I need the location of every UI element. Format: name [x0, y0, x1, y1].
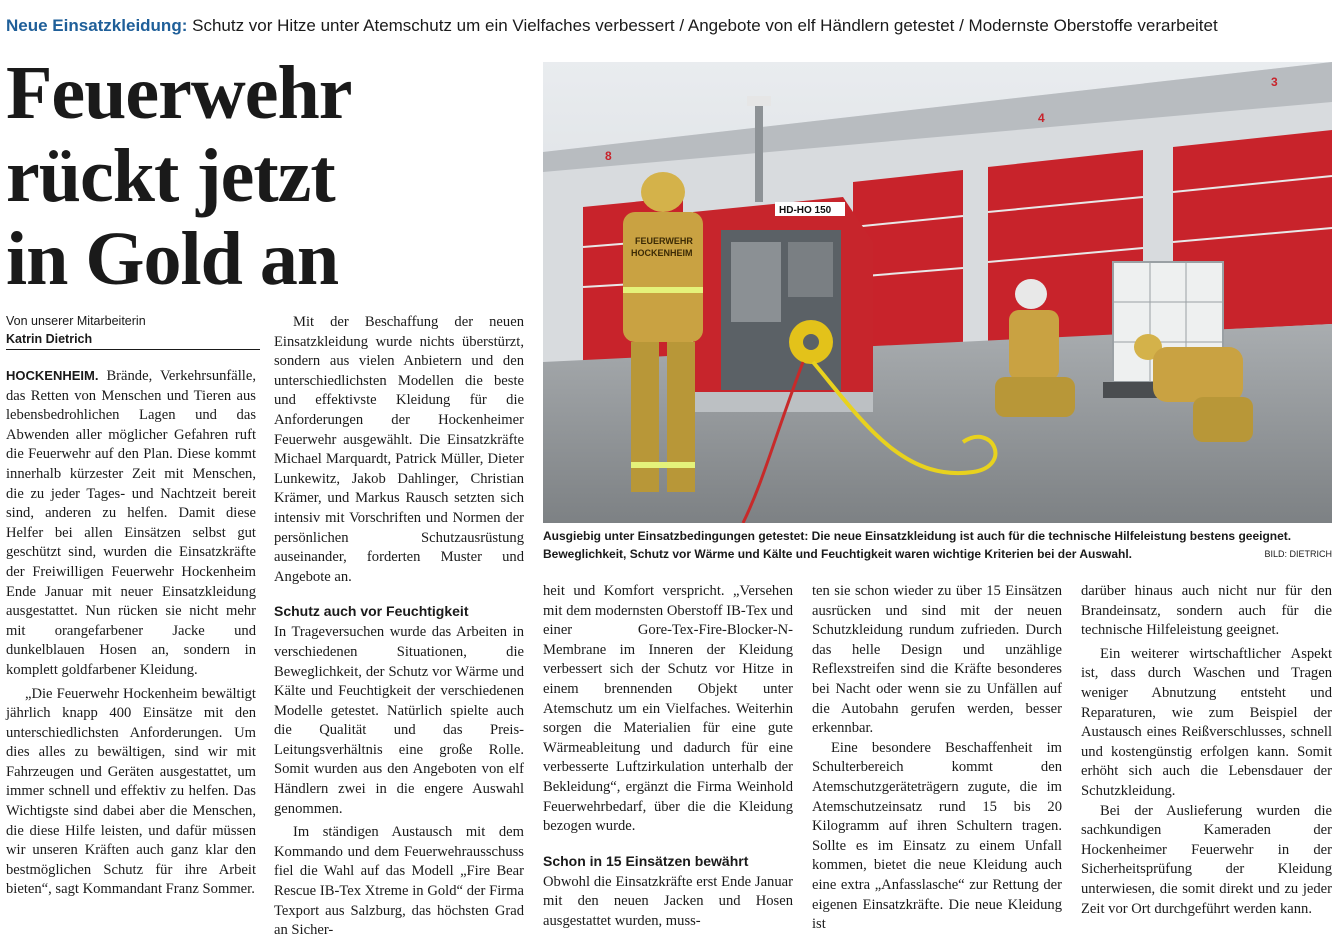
byline-divider: [6, 349, 260, 350]
article-paragraph: Obwohl die Einsatzkräfte erst Ende Januar mit den neuen Jacken und Hosen ausgestattet wurden, muss-: [543, 873, 793, 929]
article-column-3: [543, 582, 793, 932]
firefighters-photo: [543, 62, 1332, 523]
jacket-text-line-2: HOCKENHEIM: [631, 248, 693, 258]
byline-prefix: Von unserer Mitarbeiterin: [6, 314, 146, 328]
article-column-4: [812, 582, 1062, 935]
subheading: Schutz auch vor Feuchtigkeit: [274, 603, 469, 620]
photo-credit: BILD: DIETRICH: [1264, 549, 1332, 559]
door-number: 4: [1038, 111, 1045, 125]
article-paragraph: In Trageversuchen wurde das Arbeiten in verschiedenen Situationen, die Beweglichkeit, der Schutz vor Wärme und Kälte und Feuchtigkeit der verschiedenen Modelle getestet. Natürlich spielte auch die Qualität und das Preis-Leitungsverhältnis eine große Rolle. Somit wurden aus den Angeboten von elf Händlern zwei in die engere Auswahl genommen.: [274, 624, 524, 817]
subheading: Schon in 15 Einsätzen bewährt: [543, 852, 749, 869]
door-number: 3: [1271, 75, 1278, 89]
article-paragraph: Ein weiterer wirtschaftlicher Aspekt ist, dass durch Waschen und Tragen weniger Abnutzung entsteht und Reparaturen, wie zum Beispiel der Austausch eines Reißverschlusses, schnell und kostengünstig erfolgen kann. Somit erhöht sich auch die Lebensdauer der Schutzkleidung.: [1081, 645, 1332, 799]
door-number: 8: [605, 149, 612, 163]
paragraph-text: Brände, Verkehrsunfälle, das Retten von Menschen und Tieren aus lebensbedrohlichen Lagen und das Abwenden aller möglicher Gefahren ruft die Feuerwehr auf den Plan. Diese kommt innerhalb kürzester Zeit mit Menschen, die zu jeder Tages- und Nachtzeit bereit sind, anderen zu helfen. Damit diese Helfer bei allen Einsätzen selbst gut geschützt sind, wurden die Einsatzkräfte der Freiwilligen Feuerwehr Hockenheim Ende Januar mit neuer Einsatzkleidung ausgestattet. Nun rücken sie nicht mehr mit orangefarbener Jacke und dunkelblauen Hosen an, sondern in komplett goldfarbener Kleidung.: [6, 368, 256, 678]
subline: Schutz vor Hitze unter Atemschutz um ein Vielfaches verbessert / Angebote von elf Händlern getestet / Modernste Oberstoffe verarbeitet: [192, 16, 1218, 35]
headline-line-2: rückt jetzt: [6, 134, 335, 218]
headline: [6, 52, 536, 301]
article-column-2: [274, 313, 524, 941]
headline-line-1: Feuerwehr: [6, 51, 352, 135]
topline: [6, 16, 1326, 36]
headline-line-3: in Gold an: [6, 217, 339, 301]
truck-plate: HD-HO 150: [779, 205, 832, 216]
article-paragraph: Eine besondere Beschaffenheit im Schulterbereich kommt den Atemschutzgeräteträgern zugute, die im Atemschutzeinsatz rund 15 bis 20 Kilogramm auf ihren Schultern tragen. Sollte es im Einsatz zu einem Unfall kommen, bietet die neue Kleidung auch eine extra „Anfasslasche“ zur Rettung der eigenen Einsatzkräfte. Die neue Kleidung ist: [812, 739, 1062, 933]
byline-author: Katrin Dietrich: [6, 332, 93, 346]
article-photo: [543, 62, 1332, 523]
article-column-5: [1081, 582, 1332, 919]
article-paragraph: [6, 366, 256, 681]
caption-text: Ausgiebig unter Einsatzbedingungen getestet: Die neue Einsatzkleidung ist auch für die technische Hilfeleistung bestens geeignet. Beweglichkeit, Schutz vor Wärme und Kälte und Feuchtigkeit waren wichtige Kriterien bei der Auswahl.: [543, 529, 1292, 561]
photo-caption: [543, 527, 1332, 563]
article-paragraph: ten sie schon wieder zu über 15 Einsätzen ausrücken und sind mit der neuen Schutzkleidung rundum zufrieden. Durch das helle Design und unzählige Reflexstreifen sind die Kräfte besonderes bei Nacht oder wenn sie zu Unfällen auf die Autobahn gerufen werden, besser erkennbar.: [812, 583, 1062, 737]
article-column-1: [6, 366, 256, 900]
article-paragraph: darüber hinaus auch nicht nur für den Brandeinsatz, sondern auch für die technische Hilfeleistung geeignet.: [1081, 583, 1332, 639]
article-paragraph: „Die Feuerwehr Hockenheim bewältigt jährlich knapp 400 Einsätze mit den unterschiedlichsten Anforderungen. Um dies alles zu bewältigen, sind wir mit Fahrzeugen und Geräten ausgestattet, um immer schnell und effektiv zu helfen. Das Wichtigste sind dabei aber die Menschen, die diese Hilfe leisten, und dafür müssen wir unseren Kräften auch ganz klar den bestmöglichen Schutz für ihre Arbeit bieten“, sagt Kommandant Franz Sommer.: [6, 685, 256, 898]
article-paragraph: Bei der Auslieferung wurden die sachkundigen Kameraden der Hockenheimer Feuerwehr in der Sicherheitsprüfung der Kleidung unterwiesen, die somit direkt und zu jeder Zeit vor Ort durchgeführt werden kann.: [1081, 802, 1332, 917]
jacket-text-line-1: FEUERWEHR: [635, 236, 693, 246]
dateline: HOCKENHEIM.: [6, 368, 99, 383]
kicker: Neue Einsatzkleidung:: [6, 16, 188, 35]
article-paragraph: Mit der Beschaffung der neuen Einsatzkleidung wurde nichts überstürzt, sondern aus vielen Anbietern und den unterschiedlichsten Modellen die beste und effektivste Kleidung für die Anforderungen der Hockenheimer Feuerwehr ausgewählt. Die Einsatzkräfte Michael Marquardt, Patrick Müller, Dieter Lunkewitz, Jakob Dahlinger, Christian Krämer, und Markus Rausch setzten sich intensiv mit Vorschriften und Normen der persönlichen Schutzausrüstung auseinander, forderten Muster und Angebote an.: [274, 314, 524, 585]
article-paragraph: heit und Komfort verspricht. „Versehen mit dem modernsten Oberstoff IB-Tex und einer Gore-Tex-Fire-Blocker-N-Membrane im Inneren der Kleidung verbessert sich der Schutz vor Hitze in einem brennenden Objekt unter Atemschutz um ein Vielfaches. Weiterhin sorgen die Materialien für eine gute Wärmeableitung und dadurch für eine verbesserte Luftzirkulation unterhalb der Bekleidung“, ergänzt die Firma Weinhold Feuerwehrbedarf, über die die Kleidung bezogen wurde.: [543, 583, 793, 835]
byline: [6, 312, 260, 348]
article-paragraph: Im ständigen Austausch mit dem Kommando und dem Feuerwehrausschuss fiel die Wahl auf das Modell „Fire Bear Rescue IB-Tex Xtreme in Gold“ der Firma Texport aus Salzburg, das höchsten Grad an Sicher-: [274, 824, 524, 939]
